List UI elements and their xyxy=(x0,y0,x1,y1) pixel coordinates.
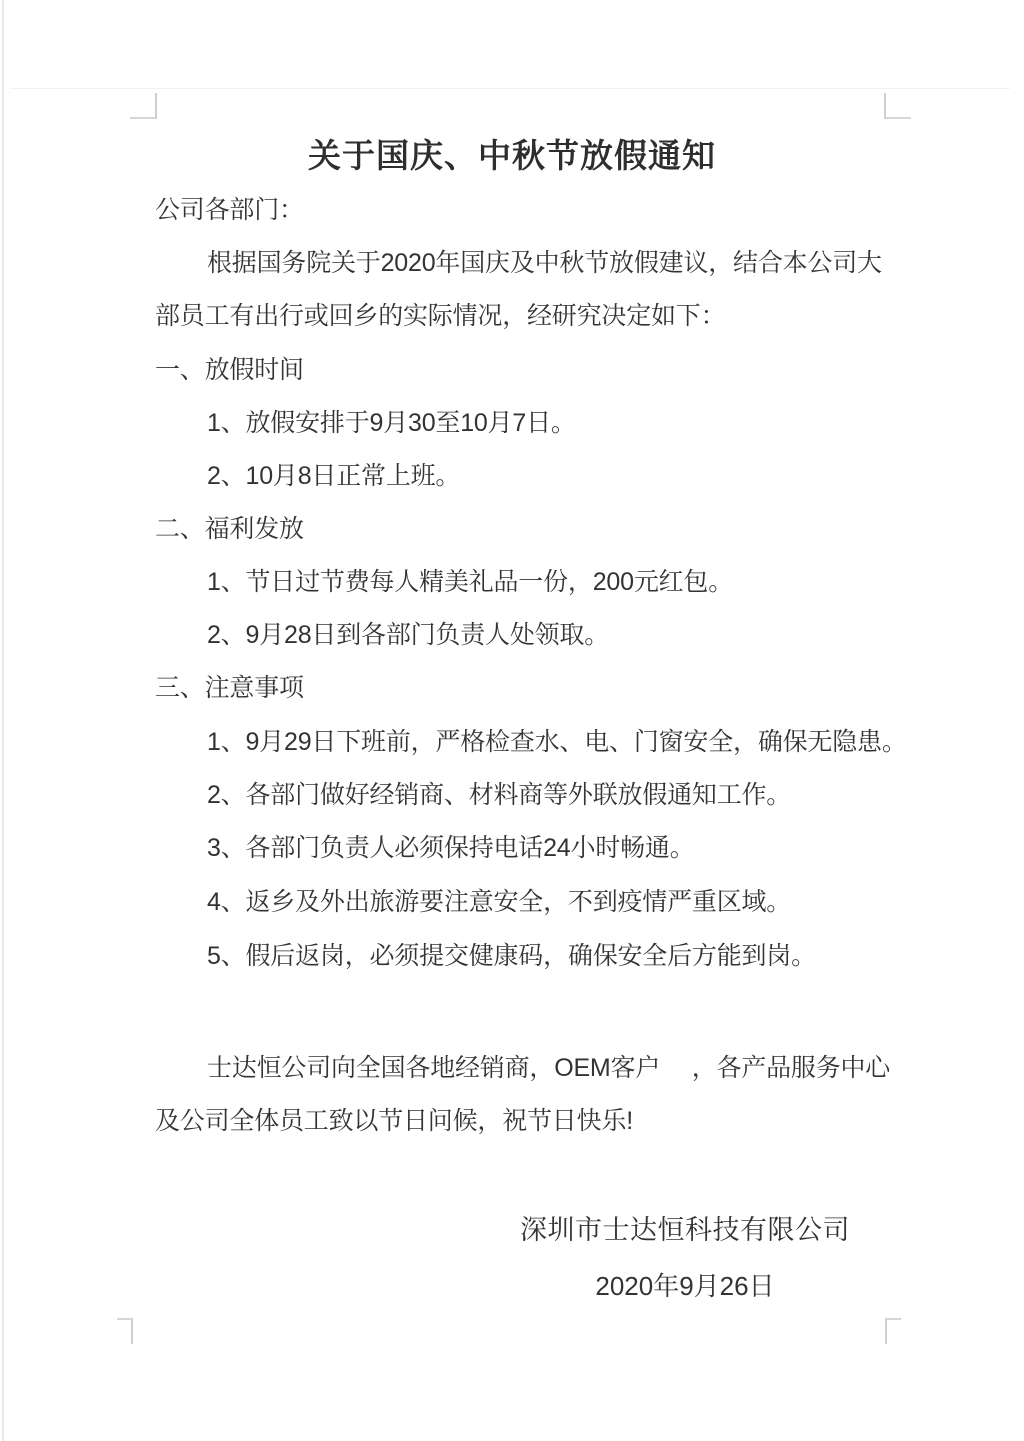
list-item: 5、假后返岗，必须提交健康码，确保安全后方能到岗。 xyxy=(207,942,816,970)
list-item: 4、返乡及外出旅游要注意安全，不到疫情严重区域。 xyxy=(207,888,792,916)
section-heading-1: 一、放假时间 xyxy=(155,356,304,384)
crop-mark-bottom-right xyxy=(885,1318,901,1344)
document-title: 关于国庆、中秋节放假通知 xyxy=(308,137,716,174)
crop-mark-bottom-left xyxy=(117,1318,133,1344)
intro-line: 部员工有出行或回乡的实际情况，经研究决定如下： xyxy=(155,302,726,330)
scan-edge-line xyxy=(2,0,4,1441)
closing-line: 士达恒公司向全国各地经销商，OEM客户 ，各产品服务中心 xyxy=(207,1054,891,1082)
list-item: 2、10月8日正常上班。 xyxy=(207,462,461,490)
section-heading-2: 二、福利发放 xyxy=(155,515,304,543)
list-item: 3、各部门负责人必须保持电话24小时畅通。 xyxy=(207,834,695,862)
signature-date: 2020年9月26日 xyxy=(595,1271,775,1301)
list-item: 1、节日过节费每人精美礼品一份，200元红包。 xyxy=(207,568,734,596)
closing-line: 及公司全体员工致以节日问候，祝节日快乐! xyxy=(155,1107,633,1135)
list-item: 2、各部门做好经销商、材料商等外联放假通知工作。 xyxy=(207,781,792,809)
list-item: 1、放假安排于9月30至10月7日。 xyxy=(207,409,576,437)
signature-company: 深圳市士达恒科技有限公司 xyxy=(520,1215,850,1245)
scan-fold-line xyxy=(10,88,1010,89)
section-heading-3: 三、注意事项 xyxy=(155,674,304,702)
crop-mark-top-right xyxy=(884,93,911,119)
salutation: 公司各部门： xyxy=(155,196,304,224)
crop-mark-top-left xyxy=(130,93,157,119)
intro-line: 根据国务院关于2020年国庆及中秋节放假建议，结合本公司大 xyxy=(207,249,882,277)
list-item: 2、9月28日到各部门负责人处领取。 xyxy=(207,621,610,649)
list-item: 1、9月29日下班前，严格检查水、电、门窗安全，确保无隐患。 xyxy=(207,728,907,756)
